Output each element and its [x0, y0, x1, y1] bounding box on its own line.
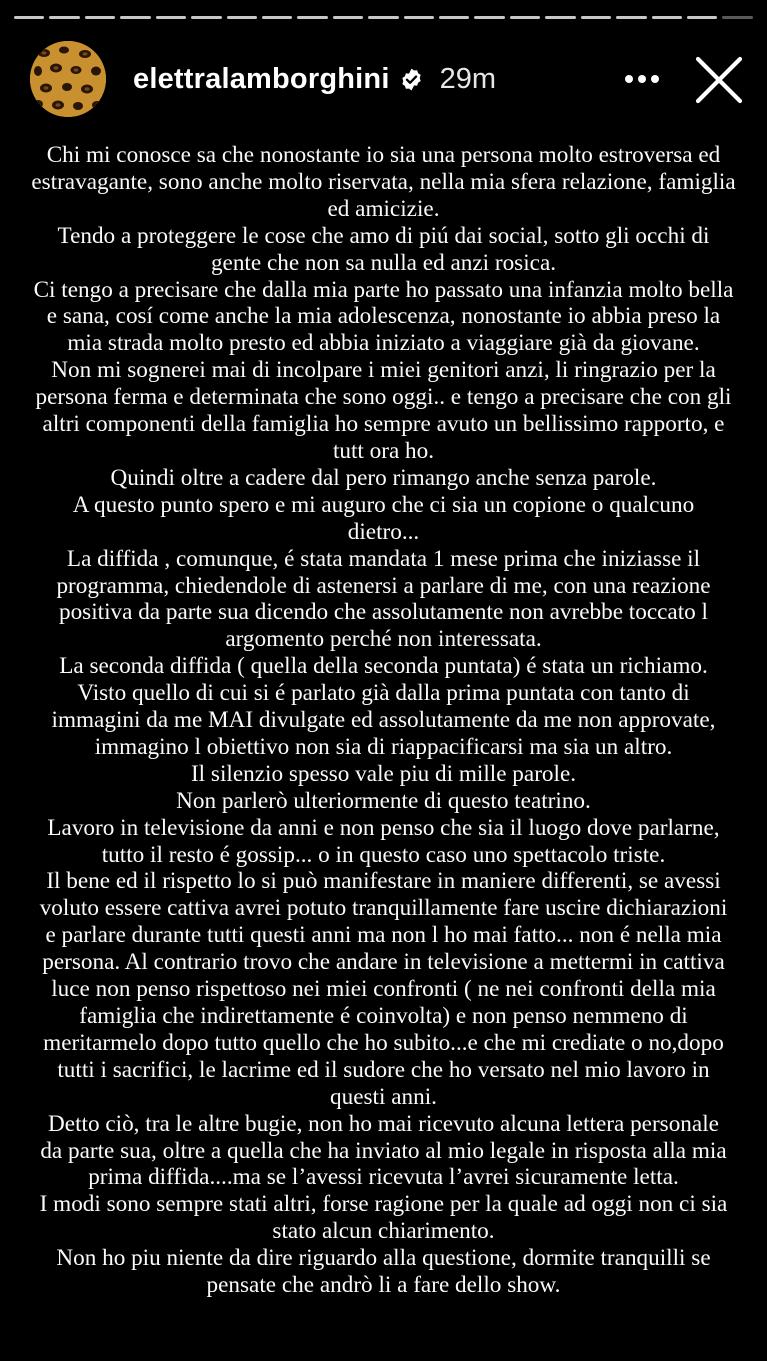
progress-segment	[262, 16, 292, 19]
story-text-line: luce non penso rispettoso nei miei confronti ( ne nei confronti della mia	[51, 976, 716, 1003]
progress-segment	[404, 16, 434, 19]
progress-segment	[510, 16, 540, 19]
story-text-line: ed amicizie.	[327, 195, 440, 222]
progress-segment	[85, 16, 115, 19]
story-text-line: e parlare durante tutti questi anni ma non l ho mai fatto... non é nella mia	[45, 922, 722, 949]
verified-badge-icon	[399, 67, 424, 92]
story-progress-bar	[14, 16, 753, 19]
story-text-line: positiva da parte sua dicendo che assolutamente non avrebbe toccato l	[58, 599, 708, 626]
close-x-icon[interactable]	[693, 54, 745, 106]
story-text-line: Visto quello di cui si é parlato già dalla prima puntata con tanto di	[77, 680, 690, 707]
progress-segment	[14, 16, 44, 19]
story-text-line: prima diffida....ma se l’avessi ricevuta l’avrei sicuramente letta.	[88, 1164, 679, 1191]
progress-segment	[616, 16, 646, 19]
story-text-line: questi anni.	[330, 1083, 437, 1110]
story-text-line: stato alcun chiarimento.	[272, 1218, 495, 1245]
progress-segment	[652, 16, 682, 19]
story-text-line: tutt ora ho.	[332, 437, 435, 464]
story-text-line: dietro...	[347, 518, 420, 545]
story-text-line: gente che non sa nulla ed anzi rosica.	[210, 249, 557, 276]
story-text-line: persona ferma e determinata che sono oggi.. e tengo a precisare che con gli	[35, 384, 732, 411]
more-dots-icon[interactable]	[623, 72, 661, 86]
story-text-line: immagino l obiettivo non sia di riappacificarsi ma sia un altro.	[94, 733, 673, 760]
story-text-line: Il bene ed il rispetto lo si può manifestare in maniere differenti, se avessi	[46, 868, 721, 895]
username[interactable]: elettralamborghini	[133, 62, 390, 95]
story-text-line: Il silenzio spesso vale piu di mille parole.	[190, 760, 577, 787]
story-text-line: meritarmelo dopo tutto quello che ho subito...e che mi crediate o no,dopo	[43, 1029, 724, 1056]
story-text-line: programma, chiedendole di astenersi a parlare di me, con una reazione	[56, 572, 711, 599]
story-text-line: La diffida , comunque, é stata mandata 1 mese prima che iniziasse il	[66, 545, 701, 572]
progress-segment	[439, 16, 469, 19]
story-text-line: famiglia che indirettamente é coinvolta) e non penso nemmeno di	[79, 1003, 688, 1029]
progress-segment	[368, 16, 398, 19]
post-time: 29m	[439, 62, 497, 95]
story-text-line: voluto essere cattiva avrei potuto tranquillamente fare uscire dichiarazioni	[39, 895, 728, 922]
profile-avatar[interactable]	[30, 41, 106, 117]
story-text-line: e sana, cosí come anche la mia adolescenza, nonostante io abbia preso la	[46, 303, 721, 330]
progress-segment	[191, 16, 221, 19]
story-text-line: Lavoro in televisione da anni e non penso che sia il luogo dove parlarne,	[47, 814, 720, 841]
story-text-line: A questo punto spero e mi auguro che ci sia un copione o qualcuno	[72, 491, 695, 518]
story-text-line: Tendo a proteggere le cose che amo di piú dai social, sotto gli occhi di	[57, 222, 710, 249]
story-text-block	[6, 142, 761, 1299]
story-text-line: La seconda diffida ( quella della seconda puntata) é stata un richiamo.	[59, 653, 708, 680]
progress-segment	[581, 16, 611, 19]
story-text-line: Chi mi conosce sa che nonostante io sia una persona molto estroversa ed	[46, 142, 721, 168]
leopard-print-avatar-image	[30, 41, 106, 117]
story-text-line: altri componenti della famiglia ho sempre avuto un bellissimo rapporto, e	[42, 411, 725, 438]
story-text-line: Ci tengo a precisare che dalla mia parte ho passato una infanzia molto bella	[33, 276, 734, 303]
story-text-line: tutto il resto é gossip... o in questo caso uno spettacolo triste.	[101, 841, 666, 868]
story-text-line: Non mi sognerei mai di incolpare i miei genitori anzi, li ringrazio per la	[51, 357, 716, 384]
story-text-line: Non ho piu niente da dire riguardo alla questione, dormite tranquilli se	[56, 1245, 711, 1272]
story-text-line: argomento perché non interessata.	[225, 626, 542, 653]
progress-segment	[333, 16, 363, 19]
progress-segment	[722, 16, 752, 19]
story-text-line: persona. Al contrario trovo che andare in televisione a mettermi in cattiva	[42, 949, 725, 976]
progress-segment	[474, 16, 504, 19]
progress-segment	[687, 16, 717, 19]
progress-segment	[156, 16, 186, 19]
progress-segment	[49, 16, 79, 19]
progress-segment	[227, 16, 257, 19]
story-text-line: Quindi oltre a cadere dal pero rimango anche senza parole.	[110, 464, 657, 491]
story-text-line: da parte sua, oltre a quella che ha inviato al mio legale in risposta alla mia	[40, 1137, 727, 1164]
progress-segment	[120, 16, 150, 19]
story-text-line: immagini da me MAI divulgate ed assolutamente da me non approvate,	[51, 707, 716, 734]
story-text-line: mia strada molto presto ed abbia iniziato a viaggiare già da giovane.	[67, 330, 700, 357]
story-text-line: Detto ciò, tra le altre bugie, non ho mai ricevuto alcuna lettera personale	[48, 1110, 719, 1137]
story-text-line: pensate che andrò li a fare dello show.	[206, 1272, 561, 1299]
progress-segment	[545, 16, 575, 19]
story-text-line: Non parlerò ulteriormente di questo teatrino.	[176, 787, 591, 814]
story-text-line: tutti i sacrifici, le lacrime ed il sudore che ho versato nel mio lavoro in	[57, 1056, 710, 1083]
story-text-line: estravagante, sono anche molto riservata, nella mia sfera relazione, famiglia	[31, 168, 736, 195]
progress-segment	[297, 16, 327, 19]
story-text-line: I modi sono sempre stati altri, forse ragione per la quale ad oggi non ci sia	[39, 1191, 728, 1218]
